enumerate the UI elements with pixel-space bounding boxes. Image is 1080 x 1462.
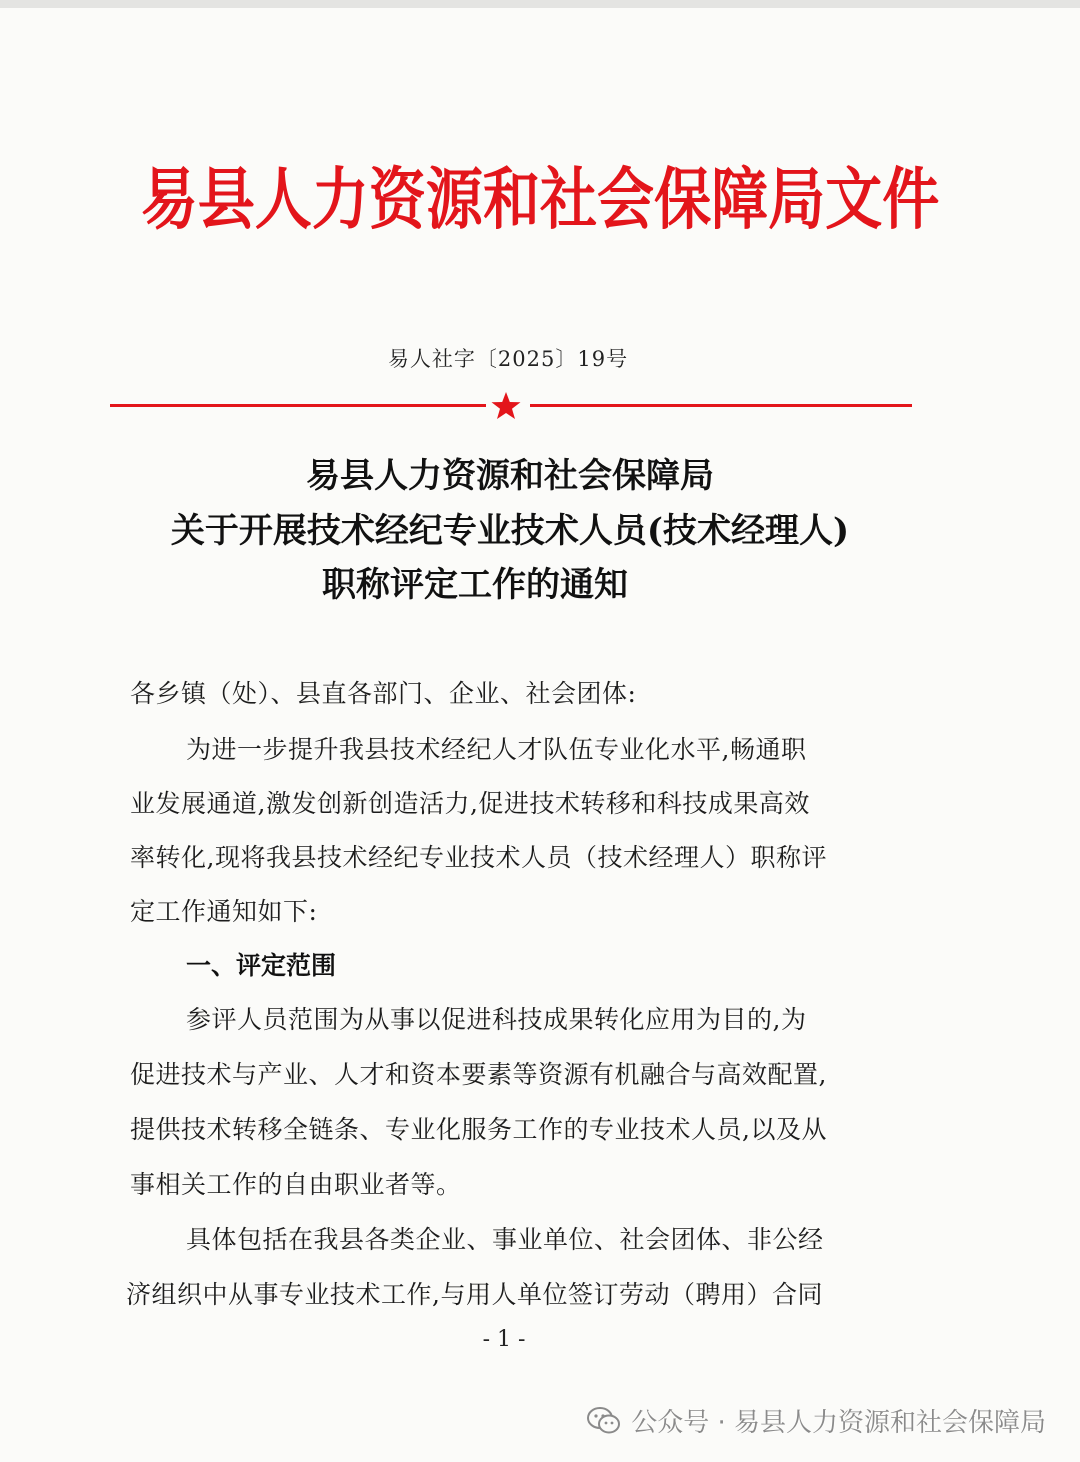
para2-line-1: 参评人员范围为从事以促进科技成果转化应用为目的,为 (186, 1005, 807, 1034)
red-divider-right (530, 404, 912, 407)
para1-line-4: 定工作通知如下: (130, 897, 318, 926)
red-divider-left (110, 404, 486, 407)
top-edge (0, 0, 1080, 8)
page-number: - 1 - (482, 1327, 526, 1352)
para3-line-2: 济组织中从事专业技术工作,与用人单位签订劳动（聘用）合同 (126, 1280, 823, 1309)
para1-line-2: 业发展通道,激发创新创造活力,促进技术转移和科技成果高效 (130, 789, 810, 818)
document-masthead: 易县人力资源和社会保障局文件 (140, 160, 940, 239)
salutation: 各乡镇（处）、县直各部门、企业、社会团体: (130, 679, 637, 708)
para2-line-4: 事相关工作的自由职业者等。 (130, 1170, 462, 1199)
title-line-2: 关于开展技术经纪专业技术人员(技术经理人) (170, 511, 850, 551)
para2-line-2: 促进技术与产业、人才和资本要素等资源有机融合与高效配置, (130, 1060, 827, 1089)
red-star-icon (490, 390, 522, 422)
para1-line-1: 为进一步提升我县技术经纪人才队伍专业化水平,畅通职 (186, 735, 807, 764)
wechat-watermark (587, 1402, 1046, 1439)
document-number: 易人社字〔2025〕19号 (387, 347, 629, 371)
para2-line-3: 提供技术转移全链条、专业化服务工作的专业技术人员,以及从 (130, 1115, 827, 1144)
title-line-3: 职称评定工作的通知 (322, 565, 628, 605)
watermark-text: 公众号 · 易县人力资源和社会保障局 (631, 1408, 1046, 1438)
section-heading-1: 一、评定范围 (186, 951, 337, 980)
para1-line-3: 率转化,现将我县技术经纪专业技术人员（技术经理人）职称评 (130, 843, 827, 872)
wechat-icon (587, 1406, 621, 1436)
para3-line-1: 具体包括在我县各类企业、事业单位、社会团体、非公经 (186, 1225, 824, 1254)
title-line-1: 易县人力资源和社会保障局 (306, 456, 714, 496)
